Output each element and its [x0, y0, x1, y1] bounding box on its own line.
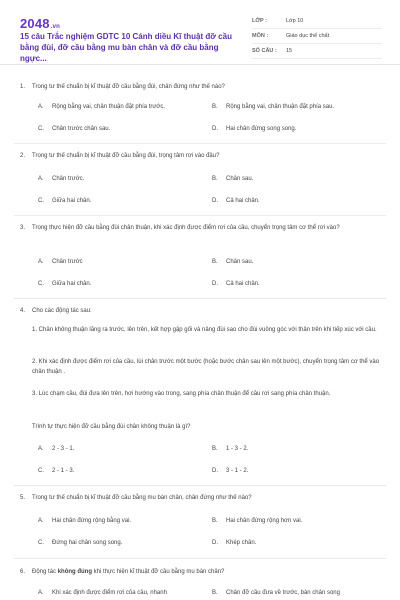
option-c[interactable]: C. Giữa hai chân. — [38, 198, 92, 204]
question-prompt: Trình tự thực hiện đỡ cầu bằng đùi chân không thuận là gì? — [32, 424, 191, 430]
option-d[interactable]: D. Khép chân. — [212, 540, 257, 546]
question-stem: Trong tư thế chuẩn bị kĩ thuật đỡ cầu bằng mu bàn chân, chân đứng như thế nào? — [32, 495, 252, 501]
option-c[interactable]: C. 2 - 1 - 3. — [38, 468, 75, 474]
option-b[interactable]: B. Chân sau. — [212, 176, 254, 182]
question-number: 3. — [20, 225, 26, 231]
option-a[interactable]: A. Chân trước — [38, 259, 83, 265]
info-row-subject — [252, 29, 382, 44]
question-stem: Trong tư thế chuẩn bị kĩ thuật đỡ cầu bằng đùi, chân đứng như thế nào? — [32, 84, 225, 90]
question-paragraph: 2. Khi xác định được điểm rơi của cầu, lùi chân trước một bước (hoặc bước chân sau lên một bước), chuyển trọng tâm cơ thể vào chân thuận . — [32, 359, 380, 375]
option-c[interactable]: C. Đứng hai chân song song. — [38, 540, 123, 546]
question-3 — [20, 224, 382, 234]
question-number: 4. — [20, 308, 26, 314]
option-b[interactable]: B. Chân đỡ cầu đưa về trước, bàn chân song — [212, 590, 340, 596]
question-paragraph: 3. Lúc chạm cầu, đùi đưa lên trên, hơi hướng vào trong, sang phía chân thuận để cầu rơi sang phía chân thuận. — [32, 391, 331, 397]
option-d[interactable]: D. Hai chân đứng song song. — [212, 126, 297, 132]
question-number: 2. — [20, 153, 26, 159]
question-stem: Cho các động tác sau: — [32, 308, 92, 314]
option-d[interactable]: D. Cả hai chân. — [212, 198, 260, 204]
question-number: 5. — [20, 495, 26, 501]
option-a[interactable]: A. Khi xác định được điểm rơi của cầu, nhanh — [38, 590, 167, 596]
divider — [14, 558, 386, 559]
info-row-count — [252, 44, 382, 59]
option-a[interactable]: A. Rộng bằng vai, chân thuận đặt phía trước. — [38, 104, 166, 110]
question-2 — [20, 152, 382, 162]
option-b[interactable]: B. Chân sau. — [212, 259, 254, 265]
info-row-class — [252, 14, 382, 29]
divider — [14, 143, 386, 144]
question-5 — [20, 494, 382, 504]
page-title: 15 câu Trắc nghiệm GDTC 10 Cánh diều Kĩ thuật đỡ cầu bằng đùi, đỡ cầu bằng mu bàn chân và đỡ cầu bằng ngực... — [20, 32, 232, 63]
info-panel — [252, 14, 382, 59]
info-value: Giáo dục thể chất — [286, 33, 330, 39]
info-label: SỐ CÂU : — [252, 48, 277, 54]
option-b[interactable]: B. Rộng bằng vai, chân thuận đặt phía sau. — [212, 104, 335, 110]
question-4 — [20, 307, 382, 317]
option-d[interactable]: D. 3 - 1 - 2. — [212, 468, 249, 474]
option-a[interactable]: A. Hai chân đứng rộng bằng vai. — [38, 518, 132, 524]
divider — [14, 215, 386, 216]
option-a[interactable]: A. Chân trước. — [38, 176, 85, 182]
option-b[interactable]: B. 1 - 3 - 2. — [212, 446, 249, 452]
info-label: MÔN : — [252, 33, 269, 39]
question-number: 1. — [20, 84, 26, 90]
page-header — [0, 0, 400, 65]
option-a[interactable]: A. 2 - 3 - 1. — [38, 446, 75, 452]
question-paragraph: 1. Chân không thuận lăng ra trước, lên trên, kết hợp gập gối và nâng đùi sao cho đùi vuông góc với thân trên khi tiếp xúc với cầu. — [32, 327, 377, 333]
question-stem: Động tác không đúng khi thực hiện kĩ thuật đỡ cầu bằng mu bàn chân? — [32, 569, 225, 575]
site-logo[interactable]: 2048.vn — [20, 16, 61, 31]
info-label: LỚP : — [252, 18, 267, 24]
option-b[interactable]: B. Hai chân đứng rộng hơn vai. — [212, 518, 303, 524]
divider — [14, 298, 386, 299]
question-6 — [20, 568, 382, 578]
divider — [14, 485, 386, 486]
question-1 — [20, 83, 382, 93]
question-stem: Trong thực hiện đỡ cầu bằng đùi chân thuận, khi xác định được điểm rơi của cầu, chuyển trọng tâm cơ thể rơi vào? — [32, 225, 340, 231]
option-d[interactable]: D. Cả hai chân. — [212, 281, 260, 287]
question-number: 6. — [20, 569, 26, 575]
question-stem: Trong tư thế chuẩn bị kĩ thuật đỡ cầu bằng đùi, trọng tâm rơi vào đâu? — [32, 153, 220, 159]
info-value: 15 — [286, 48, 293, 54]
option-c[interactable]: C. Chân trước chân sau. — [38, 126, 111, 132]
option-c[interactable]: C. Giữa hai chân. — [38, 281, 92, 287]
info-value: Lớp 10 — [286, 18, 304, 24]
